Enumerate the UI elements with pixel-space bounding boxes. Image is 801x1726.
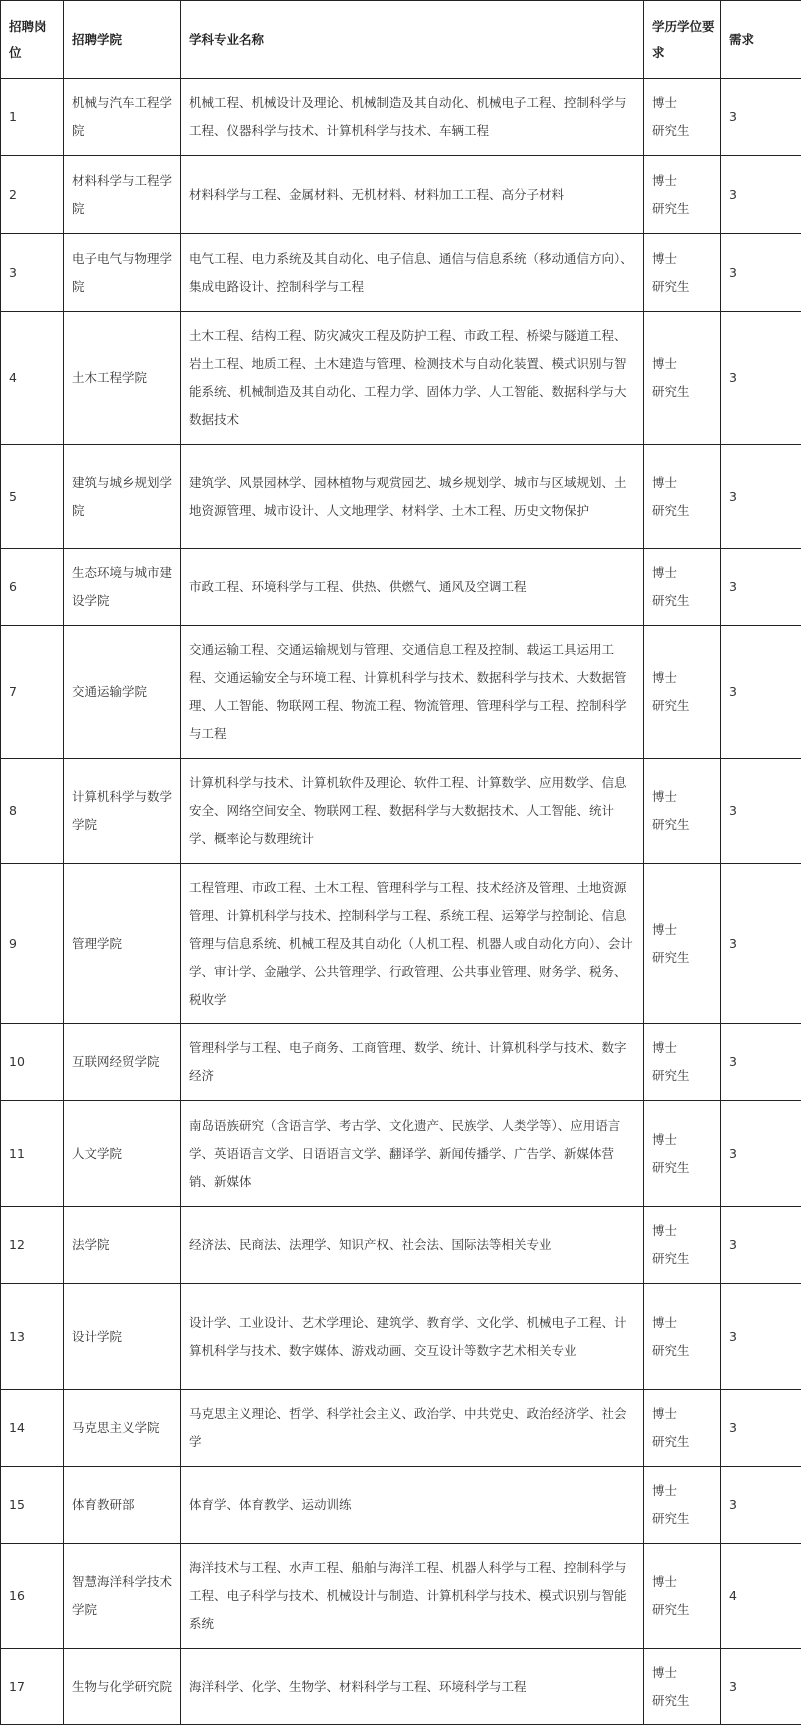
cell-post: 5 xyxy=(1,445,64,549)
degree-line: 研究生 xyxy=(652,1602,690,1617)
degree-line: 研究生 xyxy=(652,949,690,965)
cell-major: 机械工程、机械设计及理论、机械制造及其自动化、机械电子工程、控制科学与工程、仪器科学与技术、计算机科学与技术、车辆工程 xyxy=(181,79,644,156)
cell-demand: 3 xyxy=(721,1101,801,1207)
table-row xyxy=(1,1207,801,1284)
degree-line: 研究生 xyxy=(652,1511,690,1526)
degree-line: 研究生 xyxy=(652,1434,690,1449)
cell-college: 电子电气与物理学院 xyxy=(64,234,181,312)
cell-post: 10 xyxy=(1,1024,64,1101)
cell-major: 马克思主义理论、哲学、科学社会主义、政治学、中共党史、政治经济学、社会学 xyxy=(181,1390,644,1467)
cell-demand: 3 xyxy=(721,156,801,234)
degree-line: 研究生 xyxy=(652,200,690,216)
cell-major: 南岛语族研究（含语言学、考古学、文化遗产、民族学、人类学等）、应用语言学、英语语言文学、日语语言文学、翻译学、新闻传播学、广告学、新媒体营销、新媒体 xyxy=(181,1101,644,1207)
degree-line: 博士 xyxy=(652,1483,678,1498)
table-row xyxy=(1,1284,801,1390)
degree-line: 博士 xyxy=(652,1314,678,1330)
cell-post: 7 xyxy=(1,626,64,759)
cell-college: 计算机科学与数学学院 xyxy=(64,759,181,864)
degree-line: 研究生 xyxy=(652,384,690,399)
cell-college: 体育教研部 xyxy=(64,1467,181,1544)
cell-post: 14 xyxy=(1,1390,64,1467)
cell-degree xyxy=(644,549,721,626)
cell-demand: 3 xyxy=(721,864,801,1024)
cell-degree xyxy=(644,864,721,1024)
cell-major: 体育学、体育教学、运动训练 xyxy=(181,1467,644,1544)
cell-post: 15 xyxy=(1,1467,64,1544)
table-row xyxy=(1,234,801,312)
table-row xyxy=(1,626,801,759)
cell-college: 生态环境与城市建设学院 xyxy=(64,549,181,626)
cell-degree xyxy=(644,234,721,312)
cell-demand: 3 xyxy=(721,759,801,864)
degree-line: 博士 xyxy=(652,95,678,110)
cell-college: 管理学院 xyxy=(64,864,181,1024)
cell-post: 9 xyxy=(1,864,64,1024)
cell-post: 13 xyxy=(1,1284,64,1390)
cell-college: 设计学院 xyxy=(64,1284,181,1390)
cell-demand: 3 xyxy=(721,1207,801,1284)
degree-line: 博士 xyxy=(652,356,678,371)
cell-major: 工程管理、市政工程、土木工程、管理科学与工程、技术经济及管理、土地资源管理、计算机科学与技术、控制科学与工程、系统工程、运筹学与控制论、信息管理与信息系统、机械工程及其自动化（人机工程、机器人或自动化方向）、会计学、审计学、金融学、公共管理学、行政管理、公共事业管理、财务学、税务、税收学 xyxy=(181,864,644,1024)
cell-major: 材料科学与工程、金属材料、无机材料、材料加工工程、高分子材料 xyxy=(181,156,644,234)
cell-degree xyxy=(644,1024,721,1101)
degree-line: 研究生 xyxy=(652,278,690,294)
table-row xyxy=(1,312,801,445)
degree-line: 博士 xyxy=(652,789,678,804)
cell-post: 17 xyxy=(1,1649,64,1725)
cell-degree xyxy=(644,79,721,156)
table-row xyxy=(1,1390,801,1467)
cell-degree xyxy=(644,1207,721,1284)
cell-major: 建筑学、风景园林学、园林植物与观赏园艺、城乡规划学、城市与区域规划、土地资源管理、城市设计、人文地理学、材料学、土木工程、历史文物保护 xyxy=(181,445,644,549)
cell-demand: 3 xyxy=(721,549,801,626)
degree-line: 研究生 xyxy=(652,1068,690,1083)
table-header-row xyxy=(1,1,801,79)
header-major: 学科专业名称 xyxy=(181,1,644,79)
cell-college: 交通运输学院 xyxy=(64,626,181,759)
cell-college: 机械与汽车工程学院 xyxy=(64,79,181,156)
header-post: 招聘岗位 xyxy=(1,1,64,79)
header-degree: 学历学位要求 xyxy=(644,1,721,79)
cell-college: 生物与化学研究院 xyxy=(64,1649,181,1725)
cell-major: 经济法、民商法、法理学、知识产权、社会法、国际法等相关专业 xyxy=(181,1207,644,1284)
cell-college: 人文学院 xyxy=(64,1101,181,1207)
cell-college: 建筑与城乡规划学院 xyxy=(64,445,181,549)
degree-line: 博士 xyxy=(652,670,678,685)
cell-major: 管理科学与工程、电子商务、工商管理、数学、统计、计算机科学与技术、数字经济 xyxy=(181,1024,644,1101)
degree-line: 研究生 xyxy=(652,593,690,608)
cell-degree xyxy=(644,312,721,445)
degree-line: 博士 xyxy=(652,565,678,580)
degree-line: 研究生 xyxy=(652,1342,690,1358)
table-row xyxy=(1,1101,801,1207)
cell-demand: 3 xyxy=(721,1024,801,1101)
degree-line: 博士 xyxy=(652,250,678,266)
cell-degree xyxy=(644,445,721,549)
cell-degree xyxy=(644,759,721,864)
table-row xyxy=(1,1649,801,1725)
cell-post: 3 xyxy=(1,234,64,312)
cell-demand: 3 xyxy=(721,1390,801,1467)
cell-demand: 3 xyxy=(721,234,801,312)
cell-major: 计算机科学与技术、计算机软件及理论、软件工程、计算数学、应用数学、信息安全、网络空间安全、物联网工程、数据科学与大数据技术、人工智能、统计学、概率论与数理统计 xyxy=(181,759,644,864)
cell-demand: 3 xyxy=(721,1649,801,1725)
cell-post: 16 xyxy=(1,1544,64,1649)
degree-line: 博士 xyxy=(652,1131,678,1147)
cell-demand: 3 xyxy=(721,445,801,549)
degree-line: 研究生 xyxy=(652,1159,690,1175)
cell-major: 海洋技术与工程、水声工程、船舶与海洋工程、机器人科学与工程、控制科学与工程、电子科学与技术、机械设计与制造、计算机科学与技术、模式识别与智能系统 xyxy=(181,1544,644,1649)
table-row xyxy=(1,79,801,156)
table-row xyxy=(1,156,801,234)
table-row xyxy=(1,759,801,864)
cell-major: 设计学、工业设计、艺术学理论、建筑学、教育学、文化学、机械电子工程、计算机科学与技术、数字媒体、游戏动画、交互设计等数字艺术相关专业 xyxy=(181,1284,644,1390)
degree-line: 博士 xyxy=(652,1040,678,1055)
cell-degree xyxy=(644,156,721,234)
cell-major: 海洋科学、化学、生物学、材料科学与工程、环境科学与工程 xyxy=(181,1649,644,1725)
degree-line: 研究生 xyxy=(652,817,690,832)
cell-college: 材料科学与工程学院 xyxy=(64,156,181,234)
table-row xyxy=(1,445,801,549)
cell-college: 互联网经贸学院 xyxy=(64,1024,181,1101)
cell-post: 4 xyxy=(1,312,64,445)
cell-post: 12 xyxy=(1,1207,64,1284)
degree-line: 研究生 xyxy=(652,123,690,138)
cell-degree xyxy=(644,1649,721,1725)
degree-line: 研究生 xyxy=(652,1251,690,1266)
degree-line: 博士 xyxy=(652,1223,678,1238)
degree-line: 博士 xyxy=(652,1574,678,1589)
header-college: 招聘学院 xyxy=(64,1,181,79)
cell-major: 土木工程、结构工程、防灾减灾工程及防护工程、市政工程、桥梁与隧道工程、岩土工程、地质工程、土木建造与管理、检测技术与自动化装置、模式识别与智能系统、机械制造及其自动化、工程力学、固体力学、人工智能、数据科学与大数据技术 xyxy=(181,312,644,445)
cell-major: 市政工程、环境科学与工程、供热、供燃气、通风及空调工程 xyxy=(181,549,644,626)
cell-post: 2 xyxy=(1,156,64,234)
cell-post: 11 xyxy=(1,1101,64,1207)
cell-college: 土木工程学院 xyxy=(64,312,181,445)
cell-demand: 3 xyxy=(721,79,801,156)
degree-line: 研究生 xyxy=(652,698,690,713)
table-row xyxy=(1,1024,801,1101)
cell-degree xyxy=(644,1101,721,1207)
cell-post: 8 xyxy=(1,759,64,864)
table-row xyxy=(1,1467,801,1544)
cell-demand: 3 xyxy=(721,1467,801,1544)
header-demand: 需求 xyxy=(721,1,801,79)
cell-college: 马克思主义学院 xyxy=(64,1390,181,1467)
degree-line: 博士 xyxy=(652,1406,678,1421)
cell-demand: 3 xyxy=(721,312,801,445)
cell-degree xyxy=(644,1390,721,1467)
degree-line: 博士 xyxy=(652,1664,678,1680)
cell-degree xyxy=(644,1467,721,1544)
cell-demand: 3 xyxy=(721,1284,801,1390)
cell-degree xyxy=(644,626,721,759)
cell-demand: 3 xyxy=(721,626,801,759)
cell-major: 电气工程、电力系统及其自动化、电子信息、通信与信息系统（移动通信方向）、集成电路设计、控制科学与工程 xyxy=(181,234,644,312)
degree-line: 研究生 xyxy=(652,1692,690,1708)
cell-post: 6 xyxy=(1,549,64,626)
degree-line: 研究生 xyxy=(652,502,690,518)
cell-college: 法学院 xyxy=(64,1207,181,1284)
degree-line: 博士 xyxy=(652,172,678,188)
cell-degree xyxy=(644,1284,721,1390)
cell-major: 交通运输工程、交通运输规划与管理、交通信息工程及控制、载运工具运用工程、交通运输安全与环境工程、计算机科学与技术、数据科学与技术、大数据管理、人工智能、物联网工程、物流工程、物流管理、管理科学与工程、控制科学与工程 xyxy=(181,626,644,759)
table-row xyxy=(1,549,801,626)
cell-post: 1 xyxy=(1,79,64,156)
table-row xyxy=(1,1544,801,1649)
cell-college: 智慧海洋科学技术学院 xyxy=(64,1544,181,1649)
cell-demand: 4 xyxy=(721,1544,801,1649)
table-row xyxy=(1,864,801,1024)
cell-degree xyxy=(644,1544,721,1649)
degree-line: 博士 xyxy=(652,474,678,490)
degree-line: 博士 xyxy=(652,921,678,937)
